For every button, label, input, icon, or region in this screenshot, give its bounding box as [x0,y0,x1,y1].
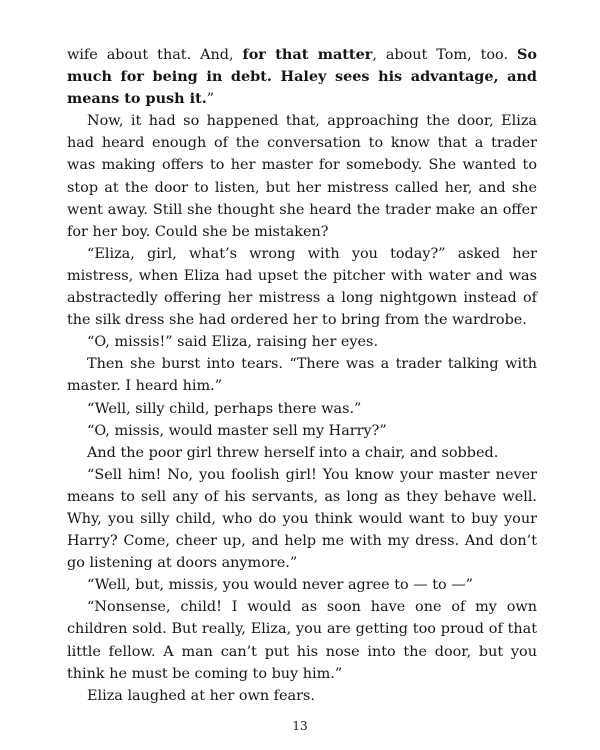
text-run: wife about that. And, [67,47,243,63]
text-run: “Well, but, missis, you would never agree to — to —” [87,577,474,594]
paragraph [67,353,537,397]
text-run: Then she burst into tears. “There was a trader talking with master. I heard him.” [67,356,537,395]
paragraph [67,685,537,707]
text-run: “Well, silly child, perhaps there was.” [87,400,362,417]
text-run: And the poor girl threw herself into a chair, and sobbed. [87,444,499,461]
text-run: “Sell him! No, you foolish girl! You know your master never means to sell any of his servants, as long as they behave well. Why, you silly child, who do you think would want to buy your Harry? Come, cheer up, and help me with my dress. And don’t go listening at doors anymore.” [67,466,537,572]
paragraph [67,44,537,110]
bold-text-run: for that matter [242,46,373,63]
text-run: “Nonsense, child! I would as soon have one of my own children sold. But really, Eliza, you are getting too proud of that little fellow. A man can’t put his nose into the door, but you think he must be coming to buy him.” [67,599,537,682]
body-text [67,44,537,707]
text-run: “Eliza, girl, what’s wrong with you today?” asked her mistress, when Eliza had upset the pitcher with water and was abstractedly offering her mistress a long nightgown instead of the silk dress she had ordered her to bring from the wardrobe. [67,245,537,329]
paragraph [67,464,537,574]
paragraph [67,420,537,442]
paragraph [67,574,537,596]
paragraph [67,442,537,464]
paragraph [67,331,537,353]
paragraph [67,596,537,684]
text-run: “O, missis!” said Eliza, raising her eyes. [87,334,379,351]
text-run: ” [206,91,215,108]
page-number: 13 [292,719,308,733]
paragraph [67,243,537,331]
text-run: Now, it had so happened that, approaching the door, Eliza had heard enough of the conversation to know that a trader was making offers to her master for somebody. She wanted to stop at the door to listen, but her mistress called her, and she went away. Still she thought she heard the trader make an offer for her boy. Could she be mistaken? [67,113,537,240]
paragraph [67,398,537,420]
text-run: Eliza laughed at her own fears. [87,687,315,704]
text-run: “O, missis, would master sell my Harry?” [87,422,387,439]
bold-text-run: So much for being in debt. Haley sees his advantage, and means to push it. [67,46,537,108]
paragraph [67,110,537,243]
text-run: , about Tom, too. [372,47,517,63]
